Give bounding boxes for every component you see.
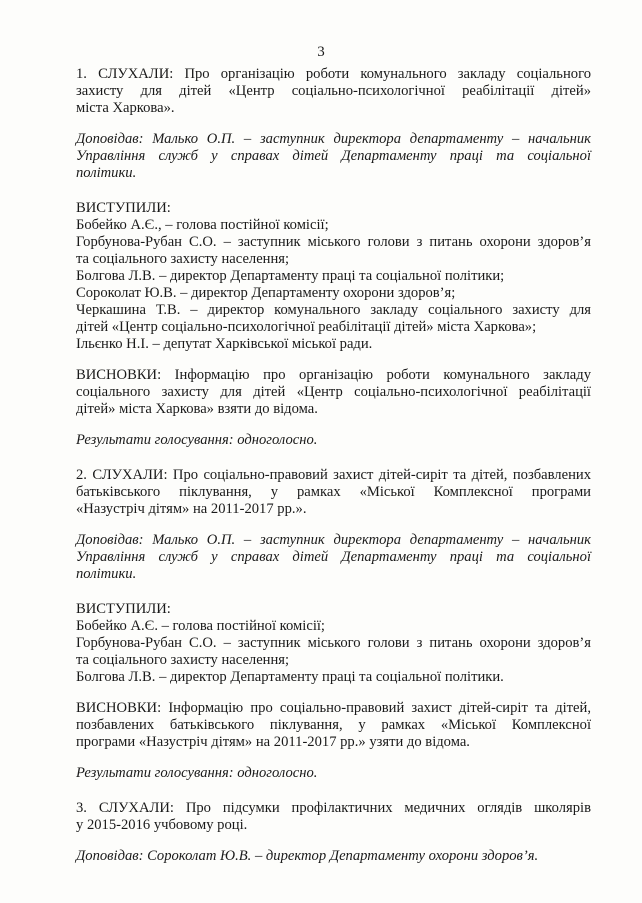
conclusions-line: ВИСНОВКИ: Інформацію про соціально-правовий захист дітей-сиріт та дітей, <box>76 700 591 716</box>
speaker-line: Бобейко А.Є., – голова постійної комісії; <box>76 217 329 233</box>
speaker-line: Сороколат Ю.В. – директор Департаменту охорони здоров’я; <box>76 285 456 301</box>
item-1-conclusions <box>76 367 591 418</box>
item-2-heard <box>76 467 591 518</box>
heard-line: у 2015-2016 учбовому році. <box>76 817 248 833</box>
reporter-line: політики. <box>76 165 137 181</box>
heard-line: батьківського піклування, у рамках «Міської Комплексної програми <box>76 484 591 500</box>
heard-line: 3. СЛУХАЛИ: Про підсумки профілактичних медичних оглядів школярів <box>76 800 591 816</box>
speaker-line: та соціального захисту населення; <box>76 251 290 267</box>
reporter-line: Доповідав: Малько О.П. – заступник директора департаменту – начальник <box>76 131 591 147</box>
page-content <box>76 66 591 879</box>
speaker-line: Горбунова-Рубан С.О. – заступник міського голови з питань охорони здоров’я <box>76 234 591 250</box>
heard-line: 1. СЛУХАЛИ: Про організацію роботи комунального закладу соціального <box>76 66 591 82</box>
item-1-voting: Результати голосування: одноголосно. <box>76 432 318 448</box>
conclusions-line: соціального захисту для дітей «Центр соціально-психологічної реабілітації <box>76 384 591 400</box>
speaker-line: Бобейко А.Є. – голова постійної комісії; <box>76 618 325 634</box>
speaker-line: та соціального захисту населення; <box>76 652 290 668</box>
item-3-reporter <box>76 848 591 865</box>
reporter-line: Управління служб у справах дітей Департаменту праці та соціальної <box>76 549 591 565</box>
item-1-reporter <box>76 131 591 182</box>
speaker-line: дітей «Центр соціально-психологічної реабілітації дітей» міста Харкова»; <box>76 319 537 335</box>
speaker-line: Болгова Л.В. – директор Департаменту праці та соціальної політики. <box>76 669 504 685</box>
page-number: 3 <box>317 44 325 60</box>
item-2-voting: Результати голосування: одноголосно. <box>76 765 318 781</box>
reporter-line: політики. <box>76 566 137 582</box>
speaker-line: Ільєнко Н.І. – депутат Харківської міської ради. <box>76 336 373 352</box>
conclusions-line: дітей» міста Харкова» взяти до відома. <box>76 401 318 417</box>
heard-line: міста Харкова». <box>76 100 175 116</box>
conclusions-line: ВИСНОВКИ: Інформацію про організацію роботи комунального закладу <box>76 367 591 383</box>
item-1-speakers <box>76 200 591 353</box>
reporter-line: Управління служб у справах дітей Департаменту праці та соціальної <box>76 148 591 164</box>
heard-line: 2. СЛУХАЛИ: Про соціально-правовий захист дітей-сиріт та дітей, позбавлених <box>76 467 591 483</box>
speaker-line: Черкашина Т.В. – директор комунального закладу соціального захисту для <box>76 302 591 318</box>
item-1-heard <box>76 66 591 117</box>
item-2-conclusions <box>76 700 591 751</box>
item-2-speakers <box>76 601 591 686</box>
conclusions-line: програми «Назустріч дітям» на 2011-2017 рр.» узяти до відома. <box>76 734 470 750</box>
conclusions-line: позбавлених батьківського піклування, у рамках «Міської Комплексної <box>76 717 591 733</box>
reporter-line: Доповідав: Малько О.П. – заступник директора департаменту – начальник <box>76 532 591 548</box>
heard-line: захисту для дітей «Центр соціально-психологічної реабілітації дітей» <box>76 83 591 99</box>
speaker-line: Горбунова-Рубан С.О. – заступник міського голови з питань охорони здоров’я <box>76 635 591 651</box>
speakers-heading: ВИСТУПИЛИ: <box>76 601 171 617</box>
speaker-line: Болгова Л.В. – директор Департаменту праці та соціальної політики; <box>76 268 505 284</box>
speakers-heading: ВИСТУПИЛИ: <box>76 200 171 216</box>
heard-line: «Назустріч дітям» на 2011-2017 рр.». <box>76 501 307 517</box>
item-3-heard <box>76 800 591 834</box>
item-2-reporter <box>76 532 591 583</box>
reporter-line: Доповідав: Сороколат Ю.В. – директор Департаменту охорони здоров’я. <box>76 848 539 864</box>
